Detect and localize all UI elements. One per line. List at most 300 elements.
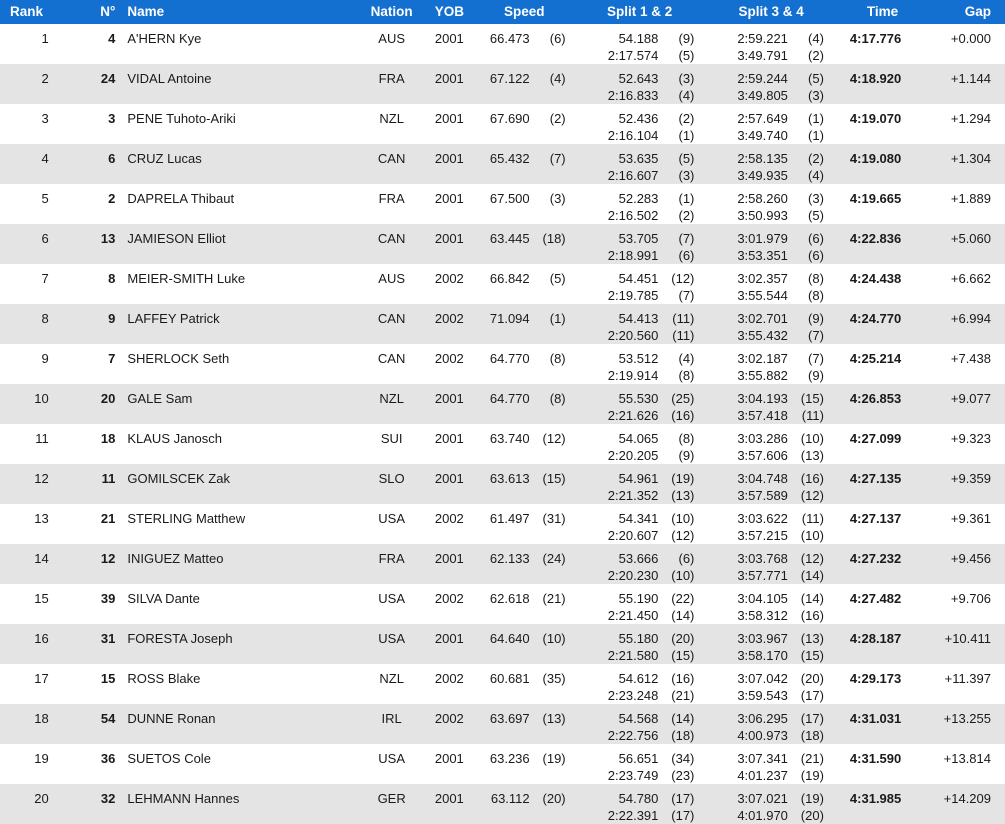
cell-split-3-4 bbox=[706, 744, 836, 784]
cell-split-3-4 bbox=[706, 504, 836, 544]
table-row[interactable] bbox=[0, 464, 1005, 504]
value: 2:19.914 bbox=[607, 368, 659, 383]
value: 3:02.187 bbox=[737, 351, 788, 366]
position: (17) bbox=[800, 711, 824, 726]
value: 3:59.543 bbox=[737, 688, 788, 703]
cell-name: INIGUEZ Matteo bbox=[127, 551, 224, 566]
cell-split-3-4 bbox=[706, 64, 836, 104]
position: (15) bbox=[671, 648, 695, 663]
position: (19) bbox=[800, 791, 824, 806]
position: (9) bbox=[678, 31, 695, 46]
cell-nation: CAN bbox=[377, 151, 406, 166]
cell-split-1-2 bbox=[573, 24, 707, 64]
position: (1) bbox=[678, 128, 695, 143]
value: 2:59.221 bbox=[737, 31, 788, 46]
cell-bib: 20 bbox=[100, 391, 116, 406]
position: (5) bbox=[678, 48, 695, 63]
cell-time: 4:24.770 bbox=[849, 311, 902, 326]
value: 2:58.135 bbox=[737, 151, 788, 166]
cell-nation: AUS bbox=[378, 31, 406, 46]
column-header-bib[interactable]: N° bbox=[63, 0, 116, 24]
table-row[interactable] bbox=[0, 424, 1005, 464]
column-header-split12[interactable]: Split 1 & 2 bbox=[573, 0, 707, 24]
cell-time: 4:24.438 bbox=[849, 271, 902, 286]
position: (24) bbox=[542, 551, 566, 566]
value: 2:22.756 bbox=[607, 728, 659, 743]
value: 66.842 bbox=[489, 271, 530, 286]
cell-nation: USA bbox=[378, 511, 406, 526]
value: 3:06.295 bbox=[737, 711, 788, 726]
position: (9) bbox=[808, 311, 824, 326]
cell-name: GALE Sam bbox=[127, 391, 193, 406]
header-row bbox=[0, 0, 1005, 24]
column-header-yob[interactable]: YOB bbox=[423, 0, 476, 24]
cell-yob: 2001 bbox=[434, 431, 464, 446]
cell-rank: 8 bbox=[41, 311, 49, 326]
value: 54.961 bbox=[618, 471, 659, 486]
cell-nation: USA bbox=[378, 591, 406, 606]
cell-bib: 36 bbox=[100, 751, 116, 766]
cell-yob: 2002 bbox=[434, 591, 464, 606]
cell-rank: 19 bbox=[34, 751, 49, 766]
position: (4) bbox=[678, 351, 695, 366]
table-row[interactable] bbox=[0, 704, 1005, 744]
cell-time: 4:31.031 bbox=[849, 711, 902, 726]
value: 60.681 bbox=[489, 671, 530, 686]
column-header-gap[interactable]: Gap bbox=[929, 0, 1005, 24]
position: (18) bbox=[542, 231, 566, 246]
value: 67.500 bbox=[489, 191, 530, 206]
cell-speed bbox=[476, 624, 573, 664]
cell-speed bbox=[476, 744, 573, 784]
cell-name: SHERLOCK Seth bbox=[127, 351, 230, 366]
cell-nation: FRA bbox=[378, 551, 405, 566]
cell-rank: 15 bbox=[34, 591, 49, 606]
cell-time: 4:27.137 bbox=[849, 511, 902, 526]
value: 2:23.749 bbox=[607, 768, 659, 783]
value: 2:21.450 bbox=[607, 608, 659, 623]
table-row[interactable] bbox=[0, 504, 1005, 544]
value: 64.770 bbox=[489, 391, 530, 406]
cell-nation: NZL bbox=[379, 111, 404, 126]
value: 65.432 bbox=[489, 151, 530, 166]
position: (5) bbox=[549, 271, 566, 286]
cell-time: 4:29.173 bbox=[849, 671, 902, 686]
table-row[interactable] bbox=[0, 784, 1005, 824]
cell-split-1-2 bbox=[573, 584, 707, 624]
cell-split-1-2 bbox=[573, 544, 707, 584]
position: (6) bbox=[678, 248, 695, 263]
value: 3:03.967 bbox=[737, 631, 788, 646]
table-row[interactable] bbox=[0, 584, 1005, 624]
cell-split-3-4 bbox=[706, 784, 836, 824]
cell-split-3-4 bbox=[706, 104, 836, 144]
cell-nation: CAN bbox=[377, 231, 406, 246]
value: 2:21.626 bbox=[607, 408, 659, 423]
cell-name: SUETOS Cole bbox=[127, 751, 211, 766]
value: 3:07.341 bbox=[737, 751, 788, 766]
position: (10) bbox=[671, 511, 695, 526]
cell-speed bbox=[476, 344, 573, 384]
value: 3:58.170 bbox=[737, 648, 788, 663]
table-row[interactable] bbox=[0, 24, 1005, 64]
cell-name: KLAUS Janosch bbox=[127, 431, 223, 446]
cell-rank: 13 bbox=[34, 511, 49, 526]
cell-speed bbox=[476, 304, 573, 344]
value: 64.770 bbox=[489, 351, 530, 366]
cell-speed bbox=[476, 424, 573, 464]
cell-yob: 2001 bbox=[434, 791, 464, 806]
position: (7) bbox=[808, 351, 824, 366]
table-row[interactable] bbox=[0, 144, 1005, 184]
cell-gap: +0.000 bbox=[950, 31, 991, 46]
value: 3:03.622 bbox=[737, 511, 788, 526]
position: (11) bbox=[672, 328, 695, 343]
cell-time: 4:27.135 bbox=[849, 471, 902, 486]
value: 3:55.432 bbox=[737, 328, 788, 343]
cell-yob: 2001 bbox=[434, 231, 464, 246]
value: 2:20.230 bbox=[607, 568, 659, 583]
value: 2:17.574 bbox=[607, 48, 659, 63]
value: 63.740 bbox=[489, 431, 530, 446]
table-row[interactable] bbox=[0, 384, 1005, 424]
value: 3:49.740 bbox=[737, 128, 788, 143]
value: 2:16.607 bbox=[607, 168, 659, 183]
position: (10) bbox=[671, 568, 695, 583]
value: 3:53.351 bbox=[737, 248, 788, 263]
cell-nation: SUI bbox=[380, 431, 403, 446]
position: (16) bbox=[800, 471, 824, 486]
value: 3:57.215 bbox=[737, 528, 788, 543]
position: (13) bbox=[671, 488, 695, 503]
value: 52.643 bbox=[618, 71, 659, 86]
position: (10) bbox=[800, 431, 824, 446]
cell-name: CRUZ Lucas bbox=[127, 151, 202, 166]
cell-nation: FRA bbox=[378, 191, 405, 206]
position: (10) bbox=[800, 528, 824, 543]
cell-split-1-2 bbox=[573, 264, 707, 304]
cell-speed bbox=[476, 544, 573, 584]
value: 63.697 bbox=[489, 711, 530, 726]
cell-speed bbox=[476, 784, 573, 824]
cell-nation: GER bbox=[377, 791, 406, 806]
value: 2:57.649 bbox=[737, 111, 788, 126]
cell-split-1-2 bbox=[573, 424, 707, 464]
cell-rank: 3 bbox=[41, 111, 49, 126]
position: (5) bbox=[678, 151, 695, 166]
value: 54.451 bbox=[618, 271, 659, 286]
cell-name: GOMILSCEK Zak bbox=[127, 471, 230, 486]
cell-gap: +9.359 bbox=[950, 471, 991, 486]
cell-nation: USA bbox=[378, 631, 406, 646]
cell-rank: 18 bbox=[34, 711, 49, 726]
position: (19) bbox=[671, 471, 695, 486]
table-row[interactable] bbox=[0, 544, 1005, 584]
cell-nation: AUS bbox=[378, 271, 406, 286]
position: (12) bbox=[671, 528, 695, 543]
cell-time: 4:17.776 bbox=[849, 31, 902, 46]
column-header-time[interactable]: Time bbox=[836, 0, 929, 24]
cell-split-3-4 bbox=[706, 264, 836, 304]
cell-time: 4:27.482 bbox=[849, 591, 902, 606]
cell-speed bbox=[476, 144, 573, 184]
position: (12) bbox=[671, 271, 695, 286]
cell-nation: USA bbox=[378, 751, 406, 766]
table-row[interactable] bbox=[0, 304, 1005, 344]
position: (3) bbox=[808, 88, 824, 103]
position: (34) bbox=[671, 751, 695, 766]
cell-bib: 11 bbox=[101, 471, 116, 486]
cell-speed bbox=[476, 224, 573, 264]
value: 3:57.606 bbox=[737, 448, 788, 463]
value: 2:22.391 bbox=[607, 808, 659, 823]
table-row[interactable] bbox=[0, 744, 1005, 784]
cell-speed bbox=[476, 64, 573, 104]
cell-time: 4:26.853 bbox=[849, 391, 902, 406]
position: (17) bbox=[800, 688, 824, 703]
position: (14) bbox=[800, 591, 824, 606]
table-row[interactable] bbox=[0, 104, 1005, 144]
value: 3:55.882 bbox=[737, 368, 788, 383]
position: (16) bbox=[800, 608, 824, 623]
cell-name: FORESTA Joseph bbox=[127, 631, 233, 646]
cell-time: 4:28.187 bbox=[849, 631, 902, 646]
column-header-speed[interactable]: Speed bbox=[476, 0, 573, 24]
value: 54.341 bbox=[618, 511, 659, 526]
table-row[interactable] bbox=[0, 64, 1005, 104]
cell-speed bbox=[476, 504, 573, 544]
cell-gap: +9.706 bbox=[950, 591, 991, 606]
value: 3:02.701 bbox=[737, 311, 788, 326]
value: 4:01.970 bbox=[737, 808, 788, 823]
cell-gap: +9.361 bbox=[950, 511, 991, 526]
cell-rank: 6 bbox=[41, 231, 49, 246]
value: 3:07.042 bbox=[737, 671, 788, 686]
position: (11) bbox=[801, 511, 824, 526]
table-row[interactable] bbox=[0, 224, 1005, 264]
table-row[interactable] bbox=[0, 624, 1005, 664]
position: (8) bbox=[808, 271, 824, 286]
cell-name: VIDAL Antoine bbox=[127, 71, 212, 86]
value: 2:23.248 bbox=[607, 688, 659, 703]
cell-rank: 2 bbox=[41, 71, 49, 86]
cell-rank: 4 bbox=[41, 151, 49, 166]
value: 3:04.748 bbox=[737, 471, 788, 486]
value: 2:18.991 bbox=[607, 248, 659, 263]
cell-split-1-2 bbox=[573, 384, 707, 424]
position: (1) bbox=[549, 311, 566, 326]
position: (8) bbox=[549, 351, 566, 366]
cell-split-3-4 bbox=[706, 424, 836, 464]
table-row[interactable] bbox=[0, 344, 1005, 384]
value: 66.473 bbox=[489, 31, 530, 46]
position: (3) bbox=[678, 168, 695, 183]
position: (3) bbox=[678, 71, 695, 86]
cell-yob: 2001 bbox=[434, 151, 464, 166]
cell-yob: 2001 bbox=[434, 551, 464, 566]
value: 63.445 bbox=[489, 231, 530, 246]
table-body bbox=[0, 24, 1005, 824]
position: (2) bbox=[808, 48, 824, 63]
value: 53.512 bbox=[618, 351, 659, 366]
cell-time: 4:18.920 bbox=[849, 71, 902, 86]
cell-split-1-2 bbox=[573, 184, 707, 224]
value: 2:16.104 bbox=[607, 128, 659, 143]
cell-time: 4:22.836 bbox=[849, 231, 902, 246]
cell-speed bbox=[476, 264, 573, 304]
value: 54.188 bbox=[618, 31, 659, 46]
cell-gap: +9.077 bbox=[950, 391, 991, 406]
cell-split-3-4 bbox=[706, 544, 836, 584]
position: (16) bbox=[671, 671, 695, 686]
position: (11) bbox=[801, 408, 824, 423]
value: 2:16.502 bbox=[607, 208, 659, 223]
position: (25) bbox=[671, 391, 695, 406]
cell-name: STERLING Matthew bbox=[127, 511, 246, 526]
cell-bib: 8 bbox=[108, 271, 116, 286]
value: 55.530 bbox=[618, 391, 659, 406]
value: 2:19.785 bbox=[607, 288, 659, 303]
cell-yob: 2002 bbox=[434, 351, 464, 366]
cell-time: 4:27.232 bbox=[849, 551, 902, 566]
cell-gap: +9.456 bbox=[950, 551, 991, 566]
cell-yob: 2001 bbox=[434, 631, 464, 646]
value: 63.613 bbox=[489, 471, 530, 486]
cell-nation: SLO bbox=[378, 471, 405, 486]
value: 2:58.260 bbox=[737, 191, 788, 206]
cell-speed bbox=[476, 584, 573, 624]
cell-rank: 5 bbox=[41, 191, 49, 206]
position: (31) bbox=[542, 511, 566, 526]
value: 62.618 bbox=[489, 591, 530, 606]
value: 3:03.768 bbox=[737, 551, 788, 566]
cell-yob: 2001 bbox=[434, 71, 464, 86]
value: 3:04.193 bbox=[737, 391, 788, 406]
cell-split-3-4 bbox=[706, 24, 836, 64]
value: 54.413 bbox=[618, 311, 659, 326]
position: (20) bbox=[800, 671, 824, 686]
cell-speed bbox=[476, 104, 573, 144]
position: (6) bbox=[808, 248, 824, 263]
cell-bib: 18 bbox=[100, 431, 116, 446]
value: 64.640 bbox=[489, 631, 530, 646]
value: 55.180 bbox=[618, 631, 659, 646]
cell-rank: 12 bbox=[34, 471, 49, 486]
cell-yob: 2001 bbox=[434, 751, 464, 766]
cell-bib: 15 bbox=[100, 671, 116, 686]
table-row[interactable] bbox=[0, 664, 1005, 704]
cell-yob: 2001 bbox=[434, 391, 464, 406]
cell-yob: 2002 bbox=[434, 511, 464, 526]
table-row[interactable] bbox=[0, 264, 1005, 304]
position: (18) bbox=[800, 728, 824, 743]
cell-bib: 7 bbox=[108, 351, 116, 366]
cell-time: 4:19.080 bbox=[849, 151, 902, 166]
cell-gap: +1.889 bbox=[950, 191, 991, 206]
value: 71.094 bbox=[489, 311, 530, 326]
value: 54.780 bbox=[618, 791, 659, 806]
position: (20) bbox=[542, 791, 566, 806]
column-header-nation[interactable]: Nation bbox=[360, 0, 423, 24]
column-header-rank[interactable]: Rank bbox=[0, 0, 63, 24]
cell-bib: 9 bbox=[108, 311, 116, 326]
table-row[interactable] bbox=[0, 184, 1005, 224]
cell-speed bbox=[476, 664, 573, 704]
cell-speed bbox=[476, 24, 573, 64]
cell-gap: +6.662 bbox=[950, 271, 991, 286]
cell-gap: +1.144 bbox=[950, 71, 991, 86]
position: (13) bbox=[542, 711, 566, 726]
position: (7) bbox=[678, 231, 695, 246]
cell-gap: +13.814 bbox=[943, 751, 991, 766]
cell-name: A'HERN Kye bbox=[127, 31, 202, 46]
cell-rank: 14 bbox=[34, 551, 49, 566]
value: 53.635 bbox=[618, 151, 659, 166]
cell-speed bbox=[476, 384, 573, 424]
cell-yob: 2001 bbox=[434, 471, 464, 486]
position: (5) bbox=[808, 71, 824, 86]
position: (35) bbox=[542, 671, 566, 686]
cell-split-1-2 bbox=[573, 784, 707, 824]
value: 61.497 bbox=[489, 511, 530, 526]
position: (7) bbox=[549, 151, 566, 166]
cell-bib: 12 bbox=[100, 551, 116, 566]
value: 53.705 bbox=[618, 231, 659, 246]
cell-nation: CAN bbox=[377, 311, 406, 326]
value: 3:57.589 bbox=[737, 488, 788, 503]
value: 2:59.244 bbox=[737, 71, 788, 86]
column-header-split34[interactable]: Split 3 & 4 bbox=[706, 0, 836, 24]
position: (10) bbox=[542, 631, 566, 646]
cell-bib: 24 bbox=[100, 71, 116, 86]
cell-gap: +5.060 bbox=[950, 231, 991, 246]
value: 67.122 bbox=[489, 71, 530, 86]
value: 62.133 bbox=[489, 551, 530, 566]
cell-split-3-4 bbox=[706, 304, 836, 344]
position: (12) bbox=[800, 488, 824, 503]
cell-nation: NZL bbox=[379, 391, 404, 406]
cell-nation: FRA bbox=[378, 71, 405, 86]
value: 3:55.544 bbox=[737, 288, 788, 303]
cell-split-1-2 bbox=[573, 624, 707, 664]
position: (15) bbox=[542, 471, 566, 486]
position: (2) bbox=[678, 208, 695, 223]
value: 54.612 bbox=[618, 671, 659, 686]
cell-split-3-4 bbox=[706, 184, 836, 224]
cell-split-1-2 bbox=[573, 344, 707, 384]
position: (14) bbox=[671, 608, 695, 623]
cell-yob: 2001 bbox=[434, 111, 464, 126]
position: (6) bbox=[549, 31, 566, 46]
cell-yob: 2001 bbox=[434, 191, 464, 206]
cell-split-1-2 bbox=[573, 304, 707, 344]
cell-gap: +1.304 bbox=[950, 151, 991, 166]
position: (19) bbox=[542, 751, 566, 766]
cell-rank: 7 bbox=[41, 271, 49, 286]
position: (8) bbox=[678, 431, 695, 446]
cell-time: 4:19.665 bbox=[849, 191, 902, 206]
value: 2:21.352 bbox=[607, 488, 659, 503]
cell-split-3-4 bbox=[706, 664, 836, 704]
cell-time: 4:19.070 bbox=[849, 111, 902, 126]
value: 3:04.105 bbox=[737, 591, 788, 606]
column-header-name[interactable]: Name bbox=[115, 0, 360, 24]
position: (11) bbox=[672, 311, 695, 326]
cell-bib: 21 bbox=[100, 511, 116, 526]
value: 4:00.973 bbox=[737, 728, 788, 743]
position: (15) bbox=[800, 648, 824, 663]
value: 3:50.993 bbox=[737, 208, 788, 223]
